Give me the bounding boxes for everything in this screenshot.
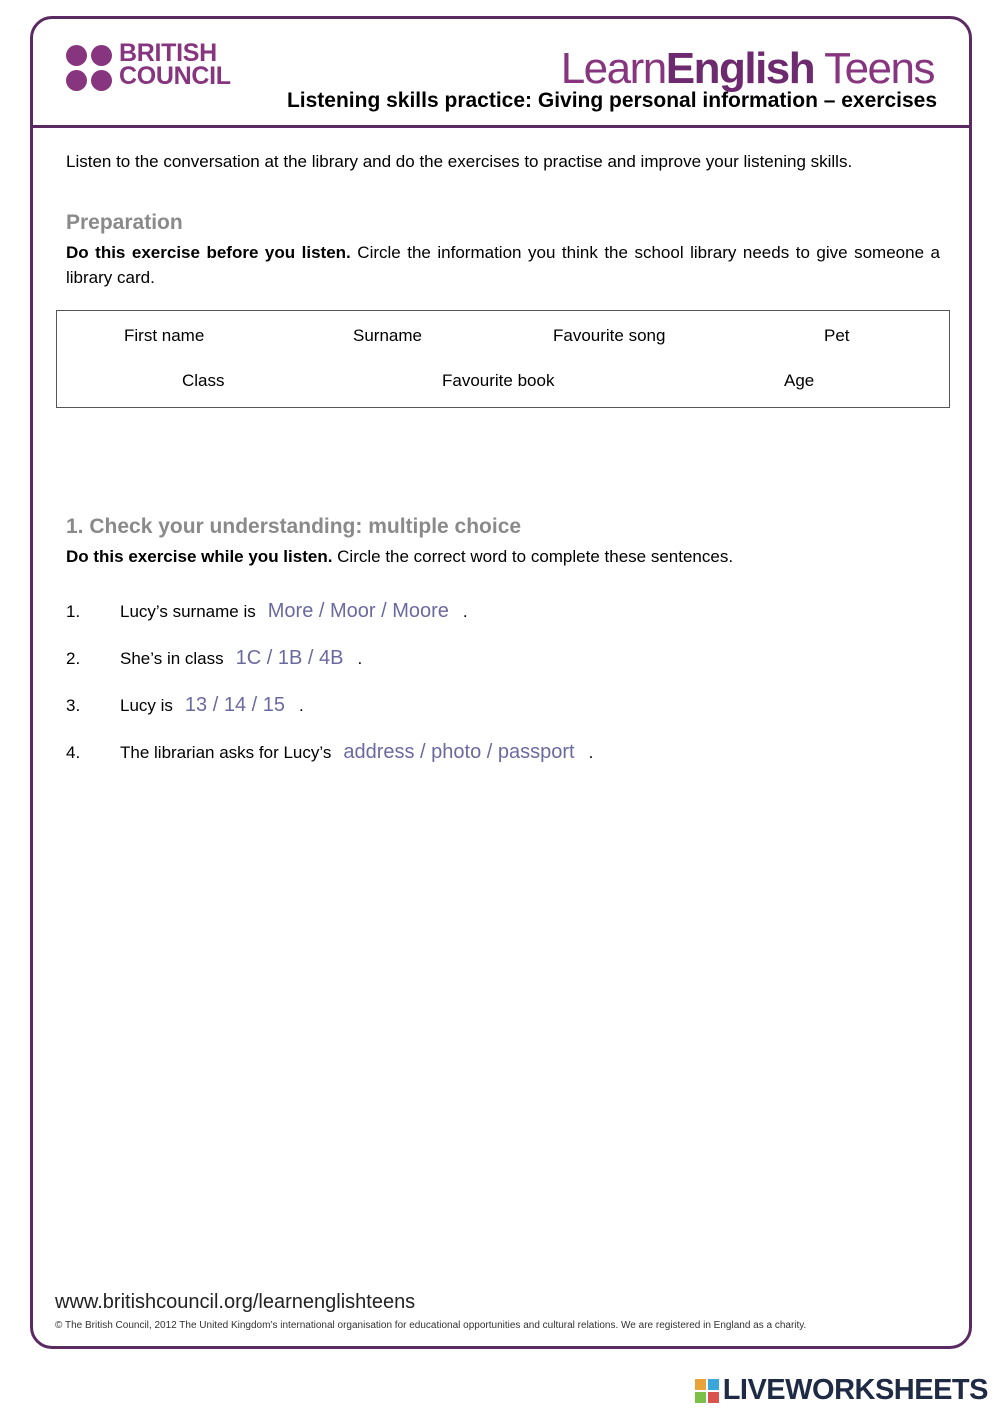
word-option[interactable]: Class	[182, 371, 225, 390]
word-option[interactable]: Favourite song	[553, 326, 666, 345]
exercise1-heading: 1. Check your understanding: multiple choice	[66, 515, 522, 538]
question-4: The librarian asks for Lucy’s address / photo / passport .	[120, 741, 594, 763]
question-number: 1.	[66, 602, 81, 621]
british-council-wordmark: BRITISH COUNCIL	[119, 39, 231, 90]
preparation-instruction: Do this exercise before you listen. Circle the information you think the school library needs to give someone a library card.	[66, 243, 940, 287]
header-divider	[30, 125, 972, 128]
footer-url: www.britishcouncil.org/learnenglishteens	[55, 1291, 416, 1313]
word-box	[56, 310, 950, 408]
footer-copyright: © The British Council, 2012 The United Kingdom’s international organisation for educational opportunities and cultural relations. We are registered in England as a charity.	[55, 1320, 807, 1331]
liveworksheets-blocks-icon	[695, 1379, 719, 1403]
choice-dropdown[interactable]: More / Moor / Moore	[267, 600, 449, 622]
word-option[interactable]: Favourite book	[442, 371, 555, 390]
word-option[interactable]: First name	[124, 326, 205, 345]
word-option[interactable]: Surname	[353, 326, 422, 345]
liveworksheets-logo	[695, 1374, 988, 1408]
question-3: Lucy is 13 / 14 / 15 .	[120, 694, 304, 716]
word-option[interactable]: Age	[784, 371, 815, 390]
liveworksheets-wordmark: LIVEWORKSHEETS	[722, 1374, 988, 1406]
choice-dropdown[interactable]: 1C / 1B / 4B	[235, 647, 344, 669]
preparation-heading: Preparation	[66, 211, 183, 234]
question-number: 3.	[66, 696, 81, 715]
question-number: 4.	[66, 743, 81, 762]
choice-dropdown[interactable]: 13 / 14 / 15	[184, 694, 285, 716]
document-title: Listening skills practice: Giving personal information – exercises	[286, 89, 937, 112]
question-2: She’s in class 1C / 1B / 4B .	[120, 647, 363, 669]
british-council-dots-icon	[66, 45, 114, 93]
intro-text: Listen to the conversation at the library and do the exercises to practise and improve your listening skills.	[66, 152, 853, 171]
question-1: Lucy’s surname is More / Moor / Moore .	[120, 600, 468, 622]
choice-dropdown[interactable]: address / photo / passport	[343, 741, 575, 763]
learnenglish-teens-logo: LearnEnglish Teens	[560, 44, 934, 93]
exercise1-instruction: Do this exercise while you listen. Circle the correct word to complete these sentences.	[66, 547, 734, 566]
word-option[interactable]: Pet	[824, 326, 850, 345]
question-number: 2.	[66, 649, 81, 668]
